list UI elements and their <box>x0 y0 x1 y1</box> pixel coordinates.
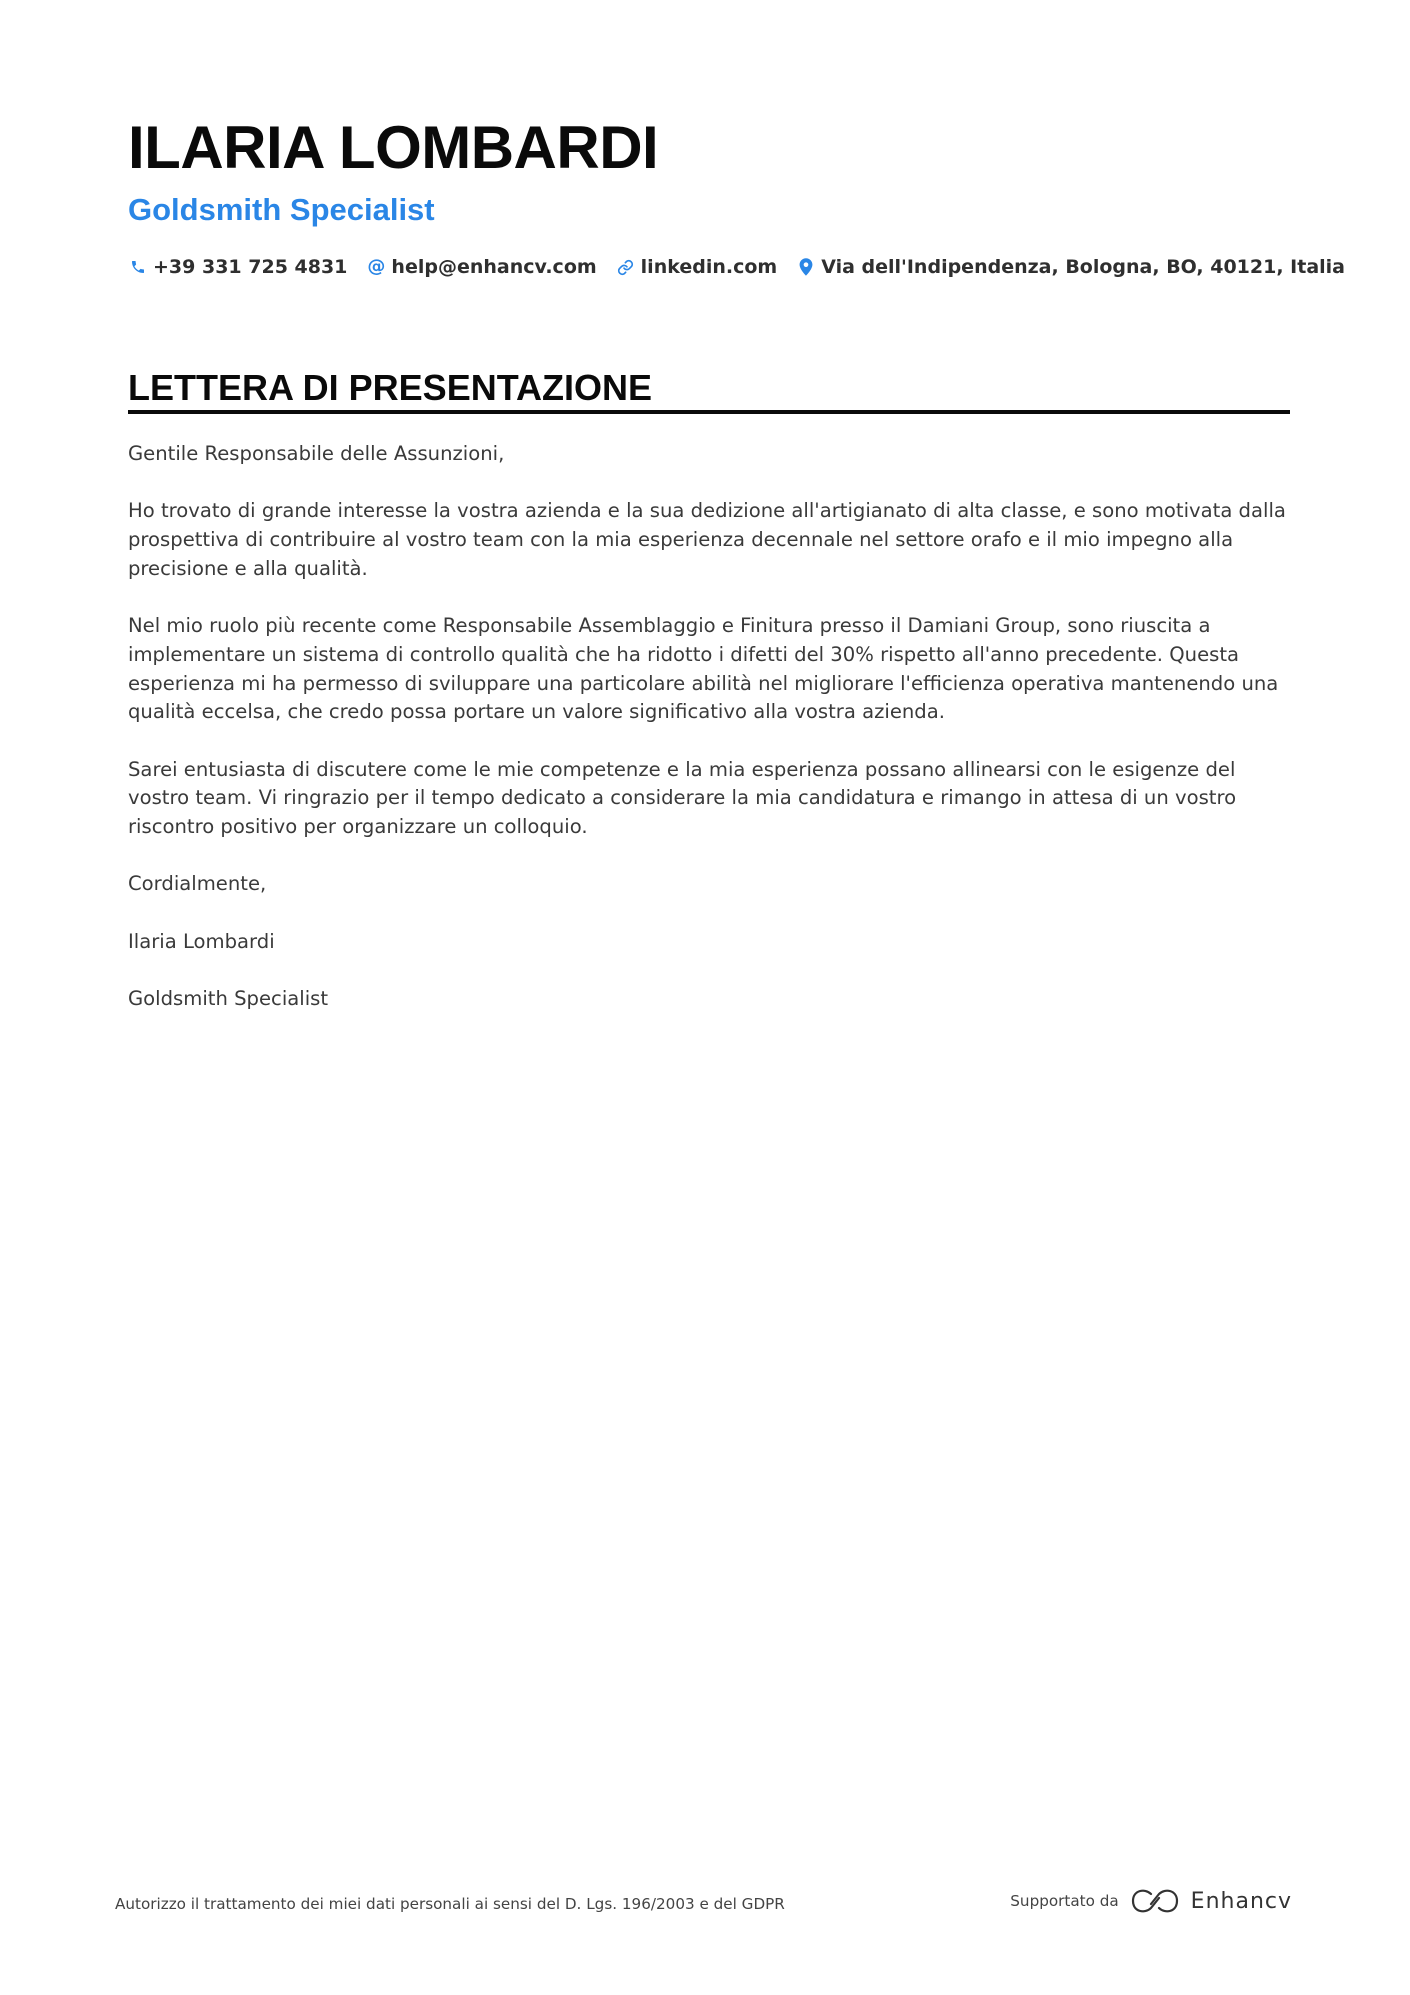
link-icon <box>616 257 636 277</box>
letter-salutation: Gentile Responsabile delle Assunzioni, <box>128 442 505 465</box>
enhancv-logo-icon <box>1131 1888 1179 1914</box>
letter-paragraph: Sarei entusiasta di discutere come le mie competenze e la mia esperienza possano allinearsi con le esigenze del vostro team. Vi ringrazio per il tempo dedicato a considerare la mia candidatura e rimango in attesa di un vostro riscontro positivo per organizzare un colloquio. <box>128 757 1237 839</box>
contact-address-text: Via dell'Indipendenza, Bologna, BO, 40121, Italia <box>821 256 1345 278</box>
location-pin-icon <box>796 257 816 277</box>
letter-closing: Cordialmente, <box>128 872 267 896</box>
applicant-role: Goldsmith Specialist <box>128 192 435 227</box>
contact-phone-text: +39 331 725 4831 <box>153 256 348 278</box>
contact-link-text: linkedin.com <box>640 256 778 278</box>
letter-paragraph: Ho trovato di grande interesse la vostra azienda e la sua dedizione all'artigianato di alta classe, e sono motivata dalla prospettiva di contribuire al vostro team con la mia esperienza decennale nel settore orafo e il mio impegno alla precisione e alla qualità. <box>128 499 1286 580</box>
signature-role: Goldsmith Specialist <box>128 987 329 1011</box>
at-icon: @ <box>367 256 386 277</box>
contact-email-text: help@enhancv.com <box>391 256 597 278</box>
section-title: LETTERA DI PRESENTAZIONE <box>128 367 653 408</box>
contact-bar <box>128 253 1345 281</box>
section-divider <box>128 410 1290 414</box>
contact-address <box>796 253 1345 281</box>
applicant-name: ILARIA LOMBARDI <box>128 114 659 181</box>
contact-email[interactable] <box>366 253 596 281</box>
contact-link[interactable] <box>616 253 778 281</box>
powered-by[interactable] <box>1010 1888 1292 1914</box>
letter-body <box>128 440 1293 1043</box>
signature-name: Ilaria Lombardi <box>128 929 275 953</box>
privacy-note: Autorizzo il trattamento dei miei dati personali ai sensi del D. Lgs. 196/2003 e del GDPR <box>115 1895 785 1913</box>
powered-by-label: Supportato da <box>1010 1892 1119 1910</box>
letter-paragraph: Nel mio ruolo più recente come Responsabile Assemblaggio e Finitura presso il Damiani Group, sono riuscita a implementare un sistema di controllo qualità che ha ridotto i difetti del 30% rispetto all'anno precedente. Questa esperienza mi ha permesso di sviluppare una particolare abilità nel migliorare l'efficienza operativa mantenendo una qualità eccelsa, che credo possa portare un valore significativo alla vostra azienda. <box>128 614 1279 724</box>
phone-icon <box>128 257 148 277</box>
contact-phone[interactable] <box>128 253 347 281</box>
brand-name: Enhancv <box>1190 1888 1292 1914</box>
